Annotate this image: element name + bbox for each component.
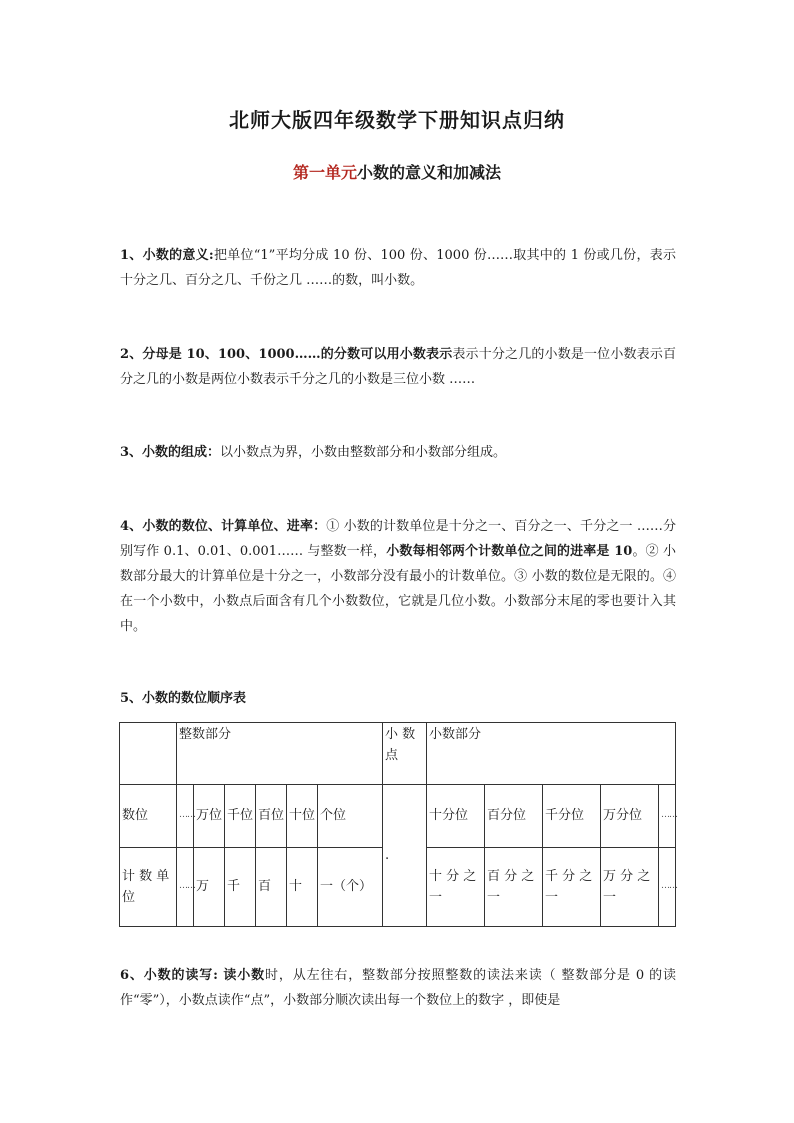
section-1-heading: 1、小数的意义: (120, 248, 214, 263)
section-4 (120, 514, 676, 639)
ellipsis-cell: …… (659, 785, 676, 847)
section-6 (120, 963, 676, 1013)
section-5 (120, 686, 676, 711)
unit-title: 小数的意义和加减法 (357, 163, 502, 182)
decimal-part-header: 小数部分 (427, 723, 676, 785)
integer-part-header: 整数部分 (177, 723, 383, 785)
int-place-cell: 百位 (256, 785, 287, 847)
ellipsis-cell: …… (659, 847, 676, 926)
section-6-text: 时，从左往右，整数部分按照整数的读法来读（ 整数部分是 0 的读作“零”），小数点读作“点”，小数部分顺次读出每一个数位上的数字 ，即使是 (120, 968, 677, 1008)
int-unit-cell: 一（个） (318, 847, 383, 926)
document-title: 北师大版四年级数学下册知识点归纳 (229, 108, 565, 132)
int-place-cell: 千位 (225, 785, 256, 847)
section-3 (120, 440, 676, 465)
section-2-text: 表示十分之几的小数是一位小数表示百分之几的小数是两位小数表示千分之几的小数是三位小数 …… (120, 347, 676, 387)
table-row (120, 723, 676, 785)
int-place-cell: 万位 (194, 785, 225, 847)
int-unit-cell: 百 (256, 847, 287, 926)
section-3-heading: 3、小数的组成： (120, 445, 221, 460)
dec-place-cell: 千分位 (543, 785, 601, 847)
section-4-text-2: 。② 小数部分最大的计算单位是十分之一，小数部分没有最小的计数单位。③ 小数的数位是无限的。④ 在一个小数中，小数点后面含有几个小数数位，它就是几位小数。小数部分末尾的零也要计入其中。 (120, 544, 676, 634)
place-value-table (119, 722, 676, 927)
dec-place-cell: 万分位 (601, 785, 659, 847)
section-3-text: 以小数点为界，小数由整数部分和小数部分组成。 (220, 445, 507, 460)
int-unit-cell: 万 (194, 847, 225, 926)
int-unit-cell: 千 (225, 847, 256, 926)
decimal-point-header: 小 数 点 (383, 723, 427, 785)
section-4-emphasis: 小数每相邻两个计数单位之间的进率是 10 (386, 544, 633, 559)
unit-row-label: 计 数 单 位 (120, 847, 177, 926)
unit-label: 第一单元 (292, 163, 357, 182)
section-5-heading: 5、小数的数位顺序表 (120, 691, 247, 706)
dec-place-cell: 百分位 (485, 785, 543, 847)
section-4-heading: 4、小数的数位、计算单位、进率： (120, 519, 327, 534)
section-4-text-1: ① 小数的计数单位是十分之一、百分之一、千分之一 ……分别写作 0.1、0.01、0.001…… 与整数一样， (120, 519, 677, 559)
int-place-cell: 十位 (287, 785, 318, 847)
place-row-label: 数位 (120, 785, 177, 847)
ellipsis-cell: …… (177, 785, 194, 847)
dec-unit-cell: 千 分 之 一 (543, 847, 601, 926)
dec-place-cell: 十分位 (427, 785, 485, 847)
section-1 (120, 243, 676, 293)
ellipsis-cell: …… (177, 847, 194, 926)
section-2 (120, 342, 676, 392)
table-cell (120, 723, 177, 785)
unit-heading (0, 160, 794, 183)
section-1-text: 把单位“1”平均分成 10 份、100 份、1000 份……取其中的 1 份或几份，表示十分之几、百分之几、千份之几 ……的数，叫小数。 (120, 248, 676, 288)
int-place-cell: 个位 (318, 785, 383, 847)
dec-unit-cell: 百 分 之 一 (485, 847, 543, 926)
section-2-heading: 2、分母是 10、100、1000……的分数可以用小数表示 (120, 347, 453, 362)
dec-unit-cell: 万 分 之 一 (601, 847, 659, 926)
table-row (120, 785, 676, 847)
decimal-point-cell: . (383, 785, 427, 927)
int-unit-cell: 十 (287, 847, 318, 926)
section-6-heading: 6、小数的读写: 读小数 (120, 968, 266, 983)
dec-unit-cell: 十 分 之 一 (427, 847, 485, 926)
